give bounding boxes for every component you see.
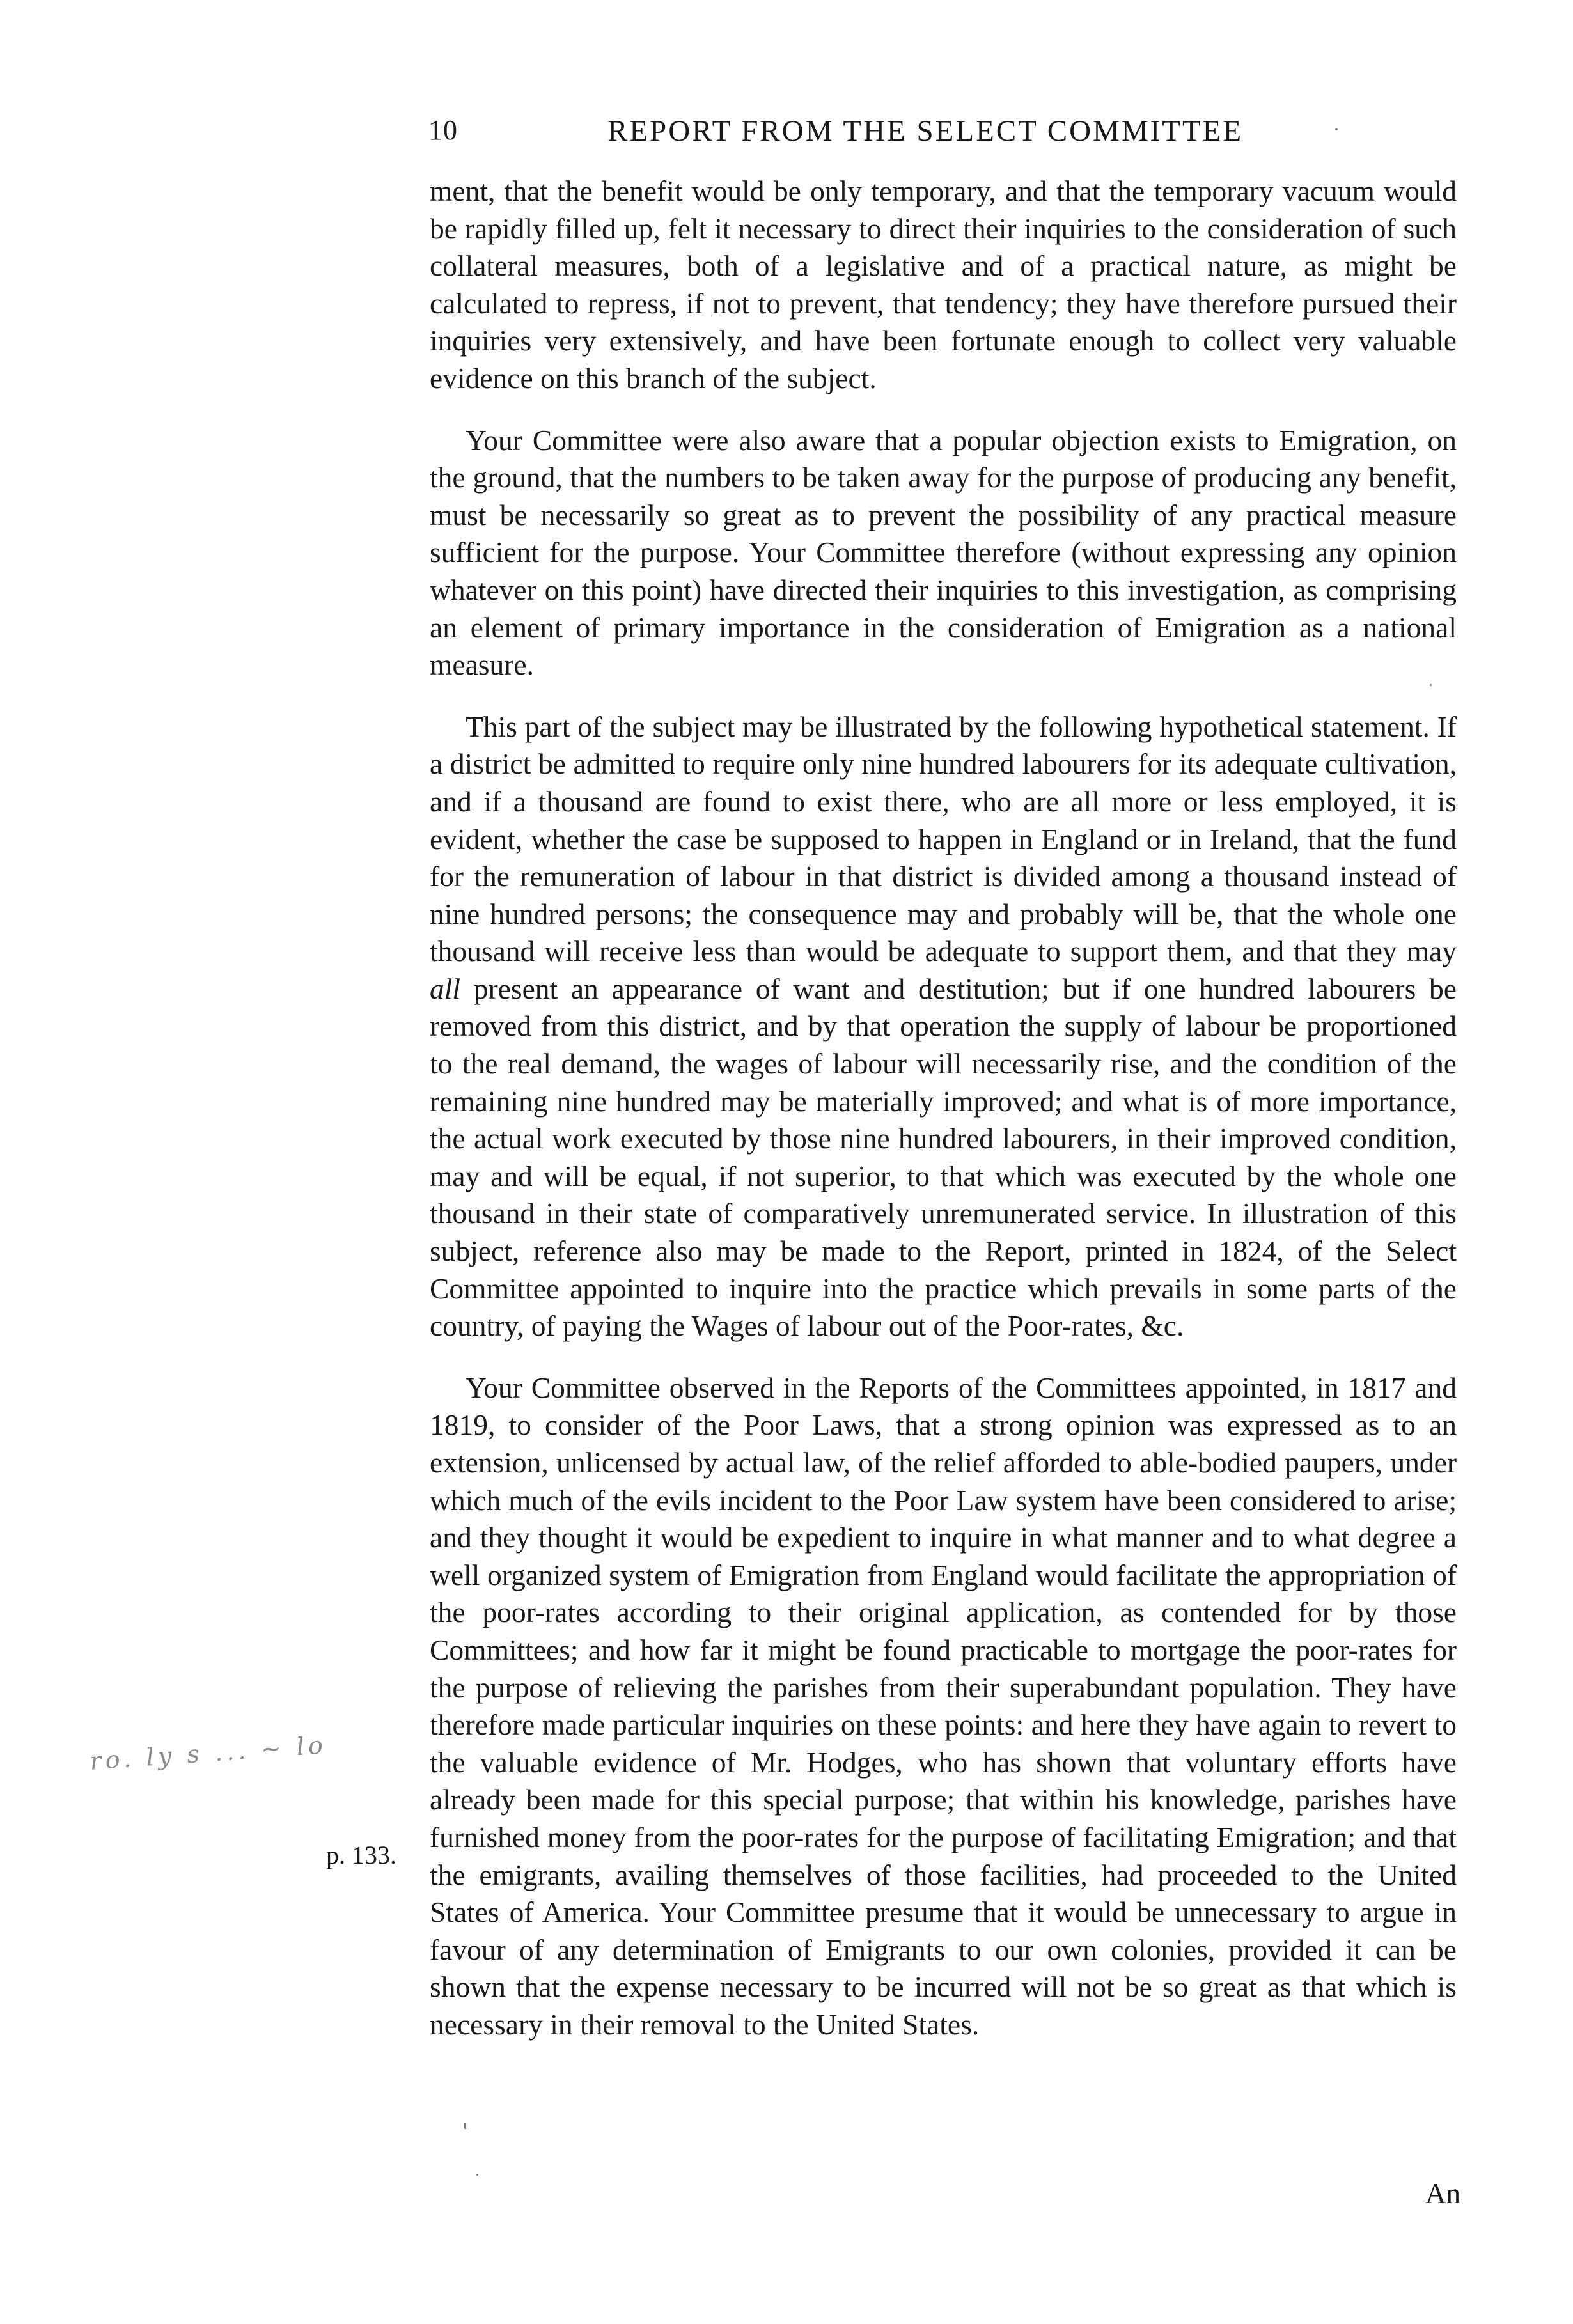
handwritten-note: ro. ly s ... ~ lo xyxy=(88,1731,328,1775)
paragraph-continuation: ment, that the benefit would be only temporary, and that the temporary vacuum would be rapidly filled up, felt it necessary to direct their inquiries to the consideration of such collateral measures, both of a legislative and of a practical nature, as might be calculated to repress, if not to prevent, that tendency; they have therefore pursued their inquiries very extensively, and have been fortunate enough to collect very valuable evidence on this branch of the subject. xyxy=(430,175,1457,394)
margin-reference: p. 133. xyxy=(326,1841,396,1869)
italic-word: all xyxy=(430,972,461,1005)
catchword: An xyxy=(1425,2178,1460,2210)
page-number: 10 xyxy=(428,114,458,146)
paragraph-text-part: present an appearance of want and destitution; but if one hundred labourers be removed from this district, and by that operation the supply of labour be proportioned to the real demand, the wages of labour will necessarily rise, and the condition of the remaining nine hundred may be materially improved; and what is of more importance, the actual work executed by those nine hundred labourers, in their improved condition, may and will be equal, if not superior, to that which was executed by the whole one thousand in their state of comparatively unremunerated service. In illustration of this subject, reference also may be made to the Report, printed in 1824, of the Select Committee appointed to inquire into the practice which prevails in some parts of the country, of paying the Wages of labour out of the Poor-rates, &c. xyxy=(430,972,1457,1343)
paragraph-poor-laws: Your Committee observed in the Reports of the Committees appointed, in 1817 and 1819, to consider of the Poor Laws, that a strong opinion was expressed as to an extension, unlicensed by actual law, of the relief afforded to able-bodied paupers, under which much of the evils incident to the Poor Law system have been considered to arise; and they thought it would be expedient to inquire in what manner and to what degree a well organized system of Emigration from England would facilitate the appropriation of the poor-rates according to their original application, as contended for by those Committees; and how far it might be found practicable to mortgage the poor-rates for the purpose of relieving the parishes from their superabundant population. They have therefore made particular inquiries on these points: and here they have again to revert to the valuable evidence of Mr. Hodges, who has shown that voluntary efforts have already been made for this special purpose; that within his knowledge, parishes have furnished money from the poor-rates for the purpose of facilitating Emigration; and that the emigrants, availing themselves of those facilities, had proceeded to the United States of America. Your Committee presume that it would be unnecessary to argue in favour of any determination of Emigrants to our own colonies, provided it can be shown that the expense necessary to be incurred will not be so great as that which is necessary in their removal to the United States. xyxy=(430,1371,1457,2041)
body-text xyxy=(430,173,1457,2044)
paragraph-text-part: This part of the subject may be illustrated by the following hypothetical statement. If a district be admitted to require only nine hundred labourers for its adequate cultivation, and if a thousand are found to exist there, who are all more or less employed, it is evident, whether the case be supposed to happen in England or in Ireland, that the fund for the remuneration of labour in that district is divided among a thousand instead of nine hundred persons; the consequence may and probably will be, that the whole one thousand will receive less than would be adequate to support them, and that they may xyxy=(430,710,1457,968)
page-title: REPORT FROM THE SELECT COMMITTEE xyxy=(607,114,1244,148)
ink-speck xyxy=(1430,684,1432,686)
ink-speck xyxy=(464,2123,466,2129)
ink-speck xyxy=(476,2174,478,2176)
ink-speck xyxy=(1335,128,1338,130)
paragraph-hypothetical-statement xyxy=(430,708,1457,1345)
running-head xyxy=(428,114,1452,159)
paragraph-emigration-objection: Your Committee were also aware that a popular objection exists to Emigration, on the ground, that the numbers to be taken away for the purpose of producing any benefit, must be necessarily so great as to prevent the possibility of any practical measure sufficient for the purpose. Your Committee therefore (without expressing any opinion whatever on this point) have directed their inquiries to this investigation, as comprising an element of primary importance in the consideration of Emigration as a national measure. xyxy=(430,423,1457,682)
